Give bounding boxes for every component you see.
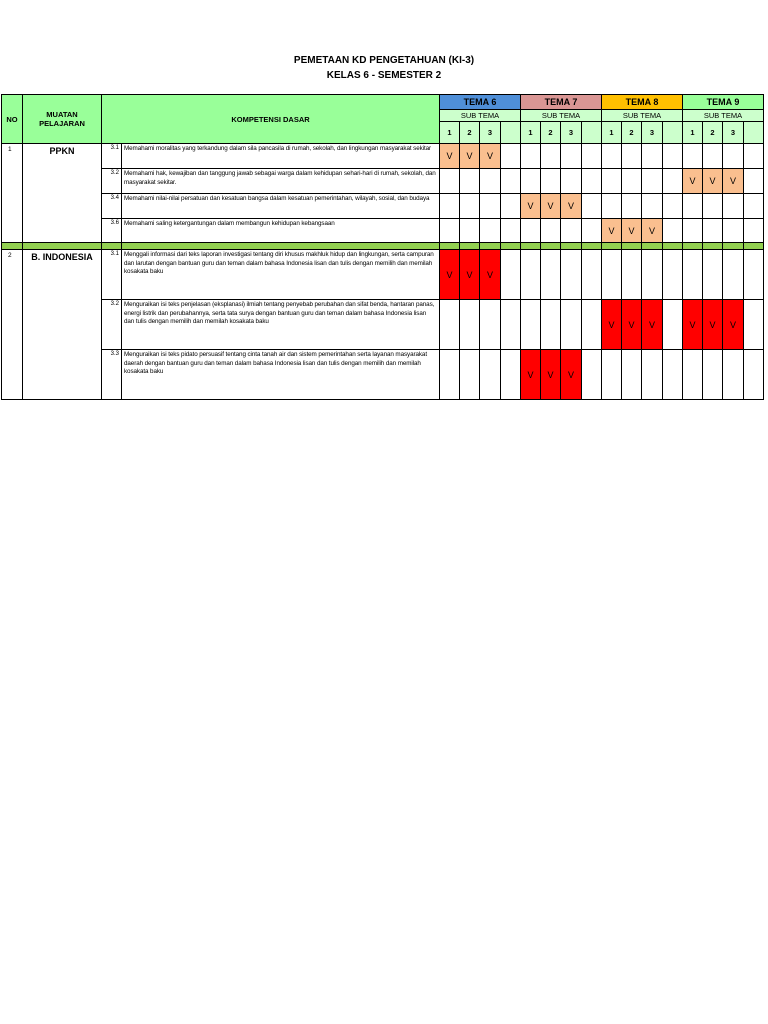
empty-cell	[642, 169, 663, 194]
empty-cell	[663, 169, 683, 194]
separator-cell	[23, 243, 102, 250]
sub-tema-blank	[663, 122, 683, 144]
header-sub-tema: SUB TEMA	[440, 110, 521, 122]
empty-cell	[440, 169, 460, 194]
empty-cell	[561, 300, 582, 350]
empty-cell	[541, 144, 561, 169]
table-row	[2, 350, 764, 400]
empty-cell	[663, 219, 683, 243]
sub-tema-number: 3	[723, 122, 744, 144]
empty-cell	[744, 194, 764, 219]
empty-cell	[744, 169, 764, 194]
kd-mapping-table	[1, 94, 764, 400]
check-mark: V	[561, 350, 582, 400]
empty-cell	[723, 350, 744, 400]
check-mark: V	[602, 219, 622, 243]
sub-tema-number: 3	[561, 122, 582, 144]
empty-cell	[480, 194, 501, 219]
empty-cell	[703, 350, 723, 400]
empty-cell	[521, 144, 541, 169]
kd-code: 3.3	[102, 350, 122, 400]
separator-cell	[744, 243, 764, 250]
kd-description: Menguraikan isi teks penjelasan (eksplanasi) ilmiah tentang penyebab perubahan dan sifat benda, hantaran panas, energi listrik dan perubahannya, serta tata surya dengan bantuan guru dan teman dalam bahasa Indonesia lisan dan tulis dengan memilih dan memilah kosakata baku	[122, 300, 440, 350]
empty-cell	[703, 250, 723, 300]
sub-tema-number: 2	[622, 122, 642, 144]
empty-cell	[501, 300, 521, 350]
empty-cell	[582, 144, 602, 169]
empty-cell	[663, 144, 683, 169]
check-mark: V	[460, 250, 480, 300]
sub-tema-number: 2	[703, 122, 723, 144]
sub-tema-number: 1	[683, 122, 703, 144]
separator-cell	[723, 243, 744, 250]
kd-code: 3.6	[102, 219, 122, 243]
kd-code: 3.2	[102, 300, 122, 350]
separator-cell	[460, 243, 480, 250]
empty-cell	[723, 219, 744, 243]
subject-name: B. INDONESIA	[23, 250, 102, 400]
separator-cell	[703, 243, 723, 250]
empty-cell	[480, 300, 501, 350]
sub-tema-number: 2	[460, 122, 480, 144]
empty-cell	[744, 144, 764, 169]
empty-cell	[460, 169, 480, 194]
header-tema-9: TEMA 9	[683, 95, 764, 110]
empty-cell	[582, 219, 602, 243]
empty-cell	[480, 219, 501, 243]
kd-description: Menggali informasi dari teks laporan investigasi tentang diri khusus makhluk hidup dan lingkungan, serta campuran dan larutan dengan bantuan guru dan teman dalam bahasa Indonesia lisan dan tulis dengan memilih dan memilah kosakata baku	[122, 250, 440, 300]
empty-cell	[744, 219, 764, 243]
document-subtitle: KELAS 6 - SEMESTER 2	[326, 70, 442, 81]
empty-cell	[582, 169, 602, 194]
check-mark: V	[521, 350, 541, 400]
header-no: NO	[2, 95, 23, 144]
empty-cell	[440, 194, 460, 219]
empty-cell	[622, 194, 642, 219]
empty-cell	[561, 144, 582, 169]
separator-cell	[582, 243, 602, 250]
check-mark: V	[642, 300, 663, 350]
empty-cell	[683, 350, 703, 400]
table-row	[2, 300, 764, 350]
check-mark: V	[622, 300, 642, 350]
empty-cell	[744, 250, 764, 300]
check-mark: V	[541, 194, 561, 219]
empty-cell	[480, 350, 501, 400]
empty-cell	[561, 250, 582, 300]
kd-description: Memahami hak, kewajiban dan tanggung jawab sebagai warga dalam kehidupan sehari-hari di rumah, sekolah, dan masyarakat sekitar.	[122, 169, 440, 194]
empty-cell	[582, 250, 602, 300]
kd-code: 3.1	[102, 250, 122, 300]
row-number: 2	[2, 250, 23, 400]
separator-cell	[480, 243, 501, 250]
check-mark: V	[723, 169, 744, 194]
check-mark: V	[703, 300, 723, 350]
empty-cell	[663, 194, 683, 219]
empty-cell	[521, 169, 541, 194]
subject-name: PPKN	[23, 144, 102, 243]
check-mark: V	[703, 169, 723, 194]
empty-cell	[501, 250, 521, 300]
empty-cell	[460, 219, 480, 243]
empty-cell	[642, 250, 663, 300]
separator-cell	[521, 243, 541, 250]
separator-cell	[561, 243, 582, 250]
table-row	[2, 250, 764, 300]
separator-cell	[102, 243, 122, 250]
kd-code: 3.2	[102, 169, 122, 194]
check-mark: V	[622, 219, 642, 243]
empty-cell	[744, 350, 764, 400]
check-mark: V	[541, 350, 561, 400]
sub-tema-blank	[582, 122, 602, 144]
table-row	[2, 169, 764, 194]
sub-tema-number: 1	[602, 122, 622, 144]
empty-cell	[582, 194, 602, 219]
empty-cell	[663, 300, 683, 350]
header-sub-tema: SUB TEMA	[683, 110, 764, 122]
table-row	[2, 194, 764, 219]
table-row	[2, 144, 764, 169]
check-mark: V	[440, 250, 460, 300]
empty-cell	[683, 250, 703, 300]
empty-cell	[460, 194, 480, 219]
separator-cell	[501, 243, 521, 250]
empty-cell	[683, 144, 703, 169]
empty-cell	[602, 144, 622, 169]
empty-cell	[642, 194, 663, 219]
empty-cell	[541, 300, 561, 350]
empty-cell	[703, 144, 723, 169]
check-mark: V	[460, 144, 480, 169]
separator-cell	[541, 243, 561, 250]
empty-cell	[440, 300, 460, 350]
empty-cell	[501, 194, 521, 219]
separator-cell	[663, 243, 683, 250]
empty-cell	[501, 169, 521, 194]
empty-cell	[622, 250, 642, 300]
header-kompetensi-dasar: KOMPETENSI DASAR	[102, 95, 440, 144]
sub-tema-number: 2	[541, 122, 561, 144]
header-tema-8: TEMA 8	[602, 95, 683, 110]
empty-cell	[460, 300, 480, 350]
sub-tema-blank	[744, 122, 764, 144]
check-mark: V	[602, 300, 622, 350]
kd-description: Memahami nilai-nilai persatuan dan kesatuan bangsa dalam kesatuan pemerintahan, wilayah, sosial, dan budaya	[122, 194, 440, 219]
subject-separator-row	[2, 243, 764, 250]
kd-description: Menguraikan isi teks pidato persuasif tentang cinta tanah air dan sistem pemerintahan serta layanan masyarakat daerah dengan bantuan guru dan teman dalam bahasa Indonesia lisan dan tulis dengan memilih dan memilah kosakata baku	[122, 350, 440, 400]
header-sub-tema: SUB TEMA	[602, 110, 683, 122]
header-sub-tema: SUB TEMA	[521, 110, 602, 122]
check-mark: V	[521, 194, 541, 219]
empty-cell	[480, 169, 501, 194]
empty-cell	[683, 194, 703, 219]
check-mark: V	[723, 300, 744, 350]
sub-tema-blank	[501, 122, 521, 144]
check-mark: V	[683, 169, 703, 194]
empty-cell	[440, 350, 460, 400]
kd-code: 3.4	[102, 194, 122, 219]
table-row	[2, 219, 764, 243]
empty-cell	[602, 250, 622, 300]
sub-tema-number: 1	[521, 122, 541, 144]
check-mark: V	[480, 144, 501, 169]
empty-cell	[521, 219, 541, 243]
kd-description: Memahami moralitas yang terkandung dalam sila pancasila di rumah, sekolah, dan lingkungan masyarakat sekitar	[122, 144, 440, 169]
empty-cell	[663, 250, 683, 300]
empty-cell	[541, 169, 561, 194]
empty-cell	[703, 194, 723, 219]
check-mark: V	[642, 219, 663, 243]
empty-cell	[622, 350, 642, 400]
empty-cell	[602, 350, 622, 400]
empty-cell	[582, 350, 602, 400]
empty-cell	[642, 144, 663, 169]
empty-cell	[561, 169, 582, 194]
empty-cell	[723, 250, 744, 300]
empty-cell	[683, 219, 703, 243]
empty-cell	[460, 350, 480, 400]
check-mark: V	[480, 250, 501, 300]
empty-cell	[440, 219, 460, 243]
check-mark: V	[683, 300, 703, 350]
check-mark: V	[440, 144, 460, 169]
separator-cell	[622, 243, 642, 250]
separator-cell	[2, 243, 23, 250]
empty-cell	[723, 144, 744, 169]
empty-cell	[663, 350, 683, 400]
empty-cell	[501, 350, 521, 400]
header-tema-6: TEMA 6	[440, 95, 521, 110]
separator-cell	[440, 243, 460, 250]
separator-cell	[642, 243, 663, 250]
empty-cell	[501, 144, 521, 169]
separator-cell	[683, 243, 703, 250]
header-tema-7: TEMA 7	[521, 95, 602, 110]
header-muatan-pelajaran: MUATAN PELAJARAN	[23, 95, 102, 144]
document-title: PEMETAAN KD PENGETAHUAN (KI-3)	[293, 55, 475, 66]
separator-cell	[602, 243, 622, 250]
empty-cell	[642, 350, 663, 400]
empty-cell	[521, 300, 541, 350]
empty-cell	[541, 250, 561, 300]
sub-tema-number: 3	[642, 122, 663, 144]
empty-cell	[622, 169, 642, 194]
empty-cell	[744, 300, 764, 350]
empty-cell	[723, 194, 744, 219]
empty-cell	[541, 219, 561, 243]
empty-cell	[521, 250, 541, 300]
empty-cell	[622, 144, 642, 169]
separator-cell	[122, 243, 440, 250]
kd-code: 3.1	[102, 144, 122, 169]
sub-tema-number: 1	[440, 122, 460, 144]
empty-cell	[602, 194, 622, 219]
kd-description: Memahami saling ketergantungan dalam membangun kehidupan kebangsaan	[122, 219, 440, 243]
sub-tema-number: 3	[480, 122, 501, 144]
empty-cell	[501, 219, 521, 243]
empty-cell	[582, 300, 602, 350]
row-number: 1	[2, 144, 23, 243]
check-mark: V	[561, 194, 582, 219]
empty-cell	[602, 169, 622, 194]
empty-cell	[703, 219, 723, 243]
empty-cell	[561, 219, 582, 243]
